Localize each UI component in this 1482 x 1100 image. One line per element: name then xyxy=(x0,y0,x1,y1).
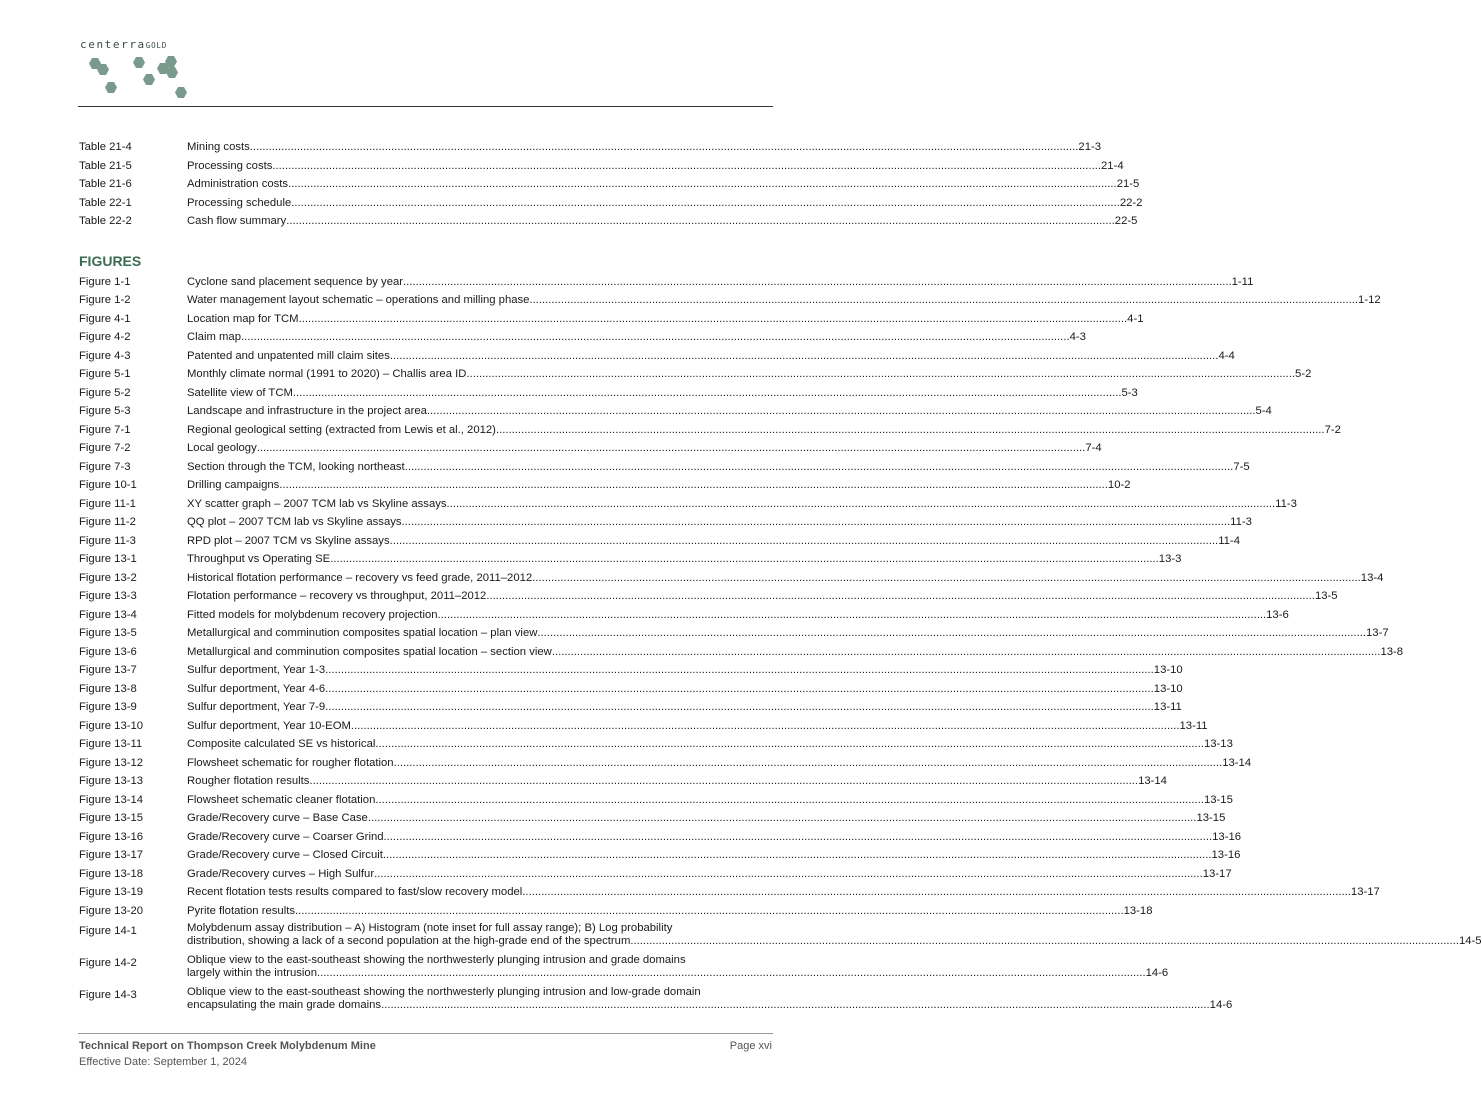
toc-entry-page: 14-6 xyxy=(1209,999,1233,1011)
toc-entry-number: Table 22-2 xyxy=(79,215,132,227)
toc-entry-number: Figure 13-10 xyxy=(79,719,144,732)
dot-leader xyxy=(325,661,1154,680)
toc-entry-number: Figure 13-1 xyxy=(79,553,137,565)
dot-leader xyxy=(309,772,1138,791)
toc-entry-number: Figure 13-11 xyxy=(79,738,143,750)
toc-entry-title: Local geology xyxy=(187,442,257,454)
toc-entry-page: 10-2 xyxy=(1107,479,1131,491)
toc-entry-title: Grade/Recovery curve – Closed Circuit xyxy=(187,849,383,861)
toc-entry-title: Monthly climate normal (1991 to 2020) – Challis area ID xyxy=(187,368,467,380)
toc-entry-title: Throughput vs Operating SE xyxy=(187,553,331,565)
toc-entry-page: 13-14 xyxy=(1222,756,1252,769)
dot-leader xyxy=(522,883,1351,902)
toc-entry-number: Figure 1-1 xyxy=(79,275,131,288)
toc-entry-page: 13-16 xyxy=(1211,849,1241,861)
toc-entry[interactable] xyxy=(79,347,1235,366)
toc-entry-title: Cyclone sand placement sequence by year xyxy=(187,275,404,288)
toc-entry-number: Figure 13-2 xyxy=(79,571,137,584)
toc-entry-page: 1-11 xyxy=(1231,275,1254,288)
dot-leader xyxy=(447,495,1276,514)
dot-leader xyxy=(295,902,1124,921)
toc-entry-number: Figure 13-4 xyxy=(79,608,137,621)
toc-entry[interactable] xyxy=(79,643,1404,662)
toc-entry-number: Figure 13-19 xyxy=(79,886,144,898)
toc-entry-title: Flowsheet schematic for rougher flotation xyxy=(187,756,394,769)
toc-entry-page: 13-4 xyxy=(1360,571,1384,584)
toc-entry-number: Figure 10-1 xyxy=(79,479,137,491)
toc-entry-title: Metallurgical and comminution composites spatial location – section view xyxy=(187,645,552,658)
toc-entry-page: 14-5 xyxy=(1458,935,1482,947)
toc-entry[interactable] xyxy=(79,532,1240,551)
toc-entry-title: Metallurgical and comminution composites spatial location – plan view xyxy=(187,627,538,639)
dot-leader xyxy=(394,754,1223,773)
toc-entry-title: Pyrite flotation results xyxy=(187,904,295,917)
toc-entry[interactable] xyxy=(79,680,1183,699)
toc-entry-page: 13-14 xyxy=(1138,775,1167,787)
dot-leader xyxy=(368,809,1197,828)
dot-leader xyxy=(403,273,1232,292)
toc-entry-page: 13-7 xyxy=(1366,627,1389,639)
toc-entry-title: Drilling campaigns xyxy=(187,479,280,491)
toc-entry-page: 13-6 xyxy=(1266,608,1289,621)
toc-entry-title: Oblique view to the east-southeast showing the northwesterly plunging intrusion and grade domains xyxy=(187,954,686,966)
toc-entry[interactable] xyxy=(79,138,1102,157)
toc-entry-page: 13-3 xyxy=(1158,553,1182,565)
toc-entry-page: 13-17 xyxy=(1202,867,1232,880)
figures-heading: FIGURES xyxy=(79,252,142,269)
toc-entry-number: Table 21-6 xyxy=(79,178,132,190)
dot-leader xyxy=(486,587,1315,606)
header-divider xyxy=(78,106,773,107)
toc-entry-number: Figure 13-5 xyxy=(79,627,137,639)
toc-entry-number: Figure 11-2 xyxy=(79,516,136,528)
dot-leader xyxy=(250,138,1079,157)
toc-entry[interactable] xyxy=(79,421,1341,440)
toc-entry-title: Fitted models for molybdenum recovery projection xyxy=(187,608,438,621)
toc-entry-title: Rougher flotation results xyxy=(187,775,310,787)
toc-entry-number: Figure 13-12 xyxy=(79,756,144,769)
toc-entry-title: Sulfur deportment, Year 7-9 xyxy=(187,701,326,713)
dot-leader xyxy=(552,643,1381,662)
toc-entry-title: Landscape and infrastructure in the project area xyxy=(187,405,427,417)
toc-entry-page: 4-3 xyxy=(1069,331,1086,343)
toc-entry-number: Figure 13-20 xyxy=(79,904,144,917)
company-logo xyxy=(80,38,210,102)
toc-entry-page: 14-6 xyxy=(1145,967,1169,979)
toc-entry-title: Grade/Recovery curve – Base Case xyxy=(187,812,368,824)
toc-entry-page: 13-11 xyxy=(1179,719,1208,732)
toc-entry-number: Table 21-5 xyxy=(79,159,132,172)
toc-entry[interactable] xyxy=(79,384,1138,403)
toc-entry[interactable] xyxy=(79,984,1233,1016)
dot-leader xyxy=(325,698,1154,717)
toc-entry-number: Figure 7-2 xyxy=(79,442,131,454)
toc-entry-number: Figure 7-1 xyxy=(79,423,131,436)
toc-entry-number: Figure 13-17 xyxy=(79,849,144,861)
dot-leader xyxy=(375,735,1204,754)
toc-entry-title-continued: encapsulating the main grade domains xyxy=(187,999,382,1011)
toc-entry[interactable] xyxy=(79,569,1384,588)
toc-entry-title: Sulfur deportment, Year 4-6 xyxy=(187,682,326,695)
toc-entry-title: Grade/Recovery curves – High Sulfur xyxy=(187,867,375,880)
toc-entry-page: 21-4 xyxy=(1101,159,1124,172)
toc-entry-title: Processing schedule xyxy=(187,196,292,209)
toc-entry-page: 13-5 xyxy=(1314,590,1338,602)
dot-leader xyxy=(286,212,1115,231)
dot-leader xyxy=(374,865,1203,884)
toc-entry-title: Historical flotation performance – recovery vs feed grade, 2011–2012 xyxy=(187,571,533,584)
toc-entry-page: 7-4 xyxy=(1085,442,1102,454)
toc-entry-number: Figure 5-3 xyxy=(79,405,131,417)
toc-entry-title: Mining costs xyxy=(187,141,250,153)
logo-wordmark: centerraGOLD xyxy=(80,38,168,51)
dot-leader xyxy=(402,513,1231,532)
toc-entry[interactable] xyxy=(79,883,1380,902)
toc-entry-page: 22-5 xyxy=(1114,215,1138,227)
toc-entry-title: Claim map xyxy=(187,331,241,343)
dot-leader xyxy=(299,310,1128,329)
toc-entry-number: Figure 5-2 xyxy=(79,386,131,399)
toc-entry-page: 13-15 xyxy=(1203,793,1233,806)
toc-entry[interactable] xyxy=(79,495,1297,514)
toc-entry[interactable] xyxy=(79,902,1153,921)
toc-entry[interactable] xyxy=(79,402,1272,421)
toc-entry-title-continued: distribution, showing a lack of a second population at the high-grade end of the spectrum xyxy=(187,935,631,947)
toc-entry-number: Figure 5-1 xyxy=(79,368,131,380)
toc-entry-page: 4-1 xyxy=(1127,312,1144,325)
toc-entry-number: Figure 1-2 xyxy=(79,294,131,306)
dot-leader xyxy=(381,999,1210,1012)
toc-entry[interactable] xyxy=(79,865,1232,884)
toc-entry[interactable] xyxy=(79,310,1144,329)
toc-entry[interactable] xyxy=(79,754,1252,773)
toc-entry-number: Figure 13-8 xyxy=(79,682,137,695)
toc-entry-title: Regional geological setting (extracted from Lewis et al., 2012) xyxy=(187,423,496,436)
toc-entry-number: Figure 4-2 xyxy=(79,331,131,343)
toc-entry-number: Figure 13-14 xyxy=(79,793,144,806)
footer-page-number: Page xvi xyxy=(729,1040,772,1052)
toc-entry-page: 13-8 xyxy=(1380,645,1404,658)
toc-entry[interactable] xyxy=(79,328,1086,347)
dot-leader xyxy=(537,624,1366,643)
toc-entry-title: Sulfur deportment, Year 1-3 xyxy=(187,664,326,676)
toc-entry[interactable] xyxy=(79,809,1226,828)
toc-entry[interactable] xyxy=(79,661,1183,680)
table-of-contents xyxy=(79,138,1482,1016)
toc-entry-page: 13-11 xyxy=(1153,701,1182,713)
dot-leader xyxy=(375,791,1204,810)
dot-leader xyxy=(466,365,1295,384)
toc-entry-number: Table 22-1 xyxy=(79,196,132,209)
dot-leader xyxy=(384,828,1213,847)
toc-entry[interactable] xyxy=(79,624,1389,643)
toc-entry-page: 5-3 xyxy=(1121,386,1138,399)
dot-leader xyxy=(390,347,1219,366)
toc-entry[interactable] xyxy=(79,291,1381,310)
toc-entry-title: Processing costs xyxy=(187,159,273,172)
toc-entry-page: 13-16 xyxy=(1212,830,1242,843)
toc-entry-title: Flotation performance – recovery vs throughput, 2011–2012 xyxy=(187,590,487,602)
dot-leader xyxy=(496,421,1325,440)
toc-entry[interactable] xyxy=(79,439,1102,458)
dot-leader xyxy=(390,532,1219,551)
toc-entry-number: Figure 13-9 xyxy=(79,701,137,713)
toc-entry[interactable] xyxy=(79,194,1143,213)
toc-entry[interactable] xyxy=(79,828,1242,847)
toc-entry-number: Figure 13-6 xyxy=(79,645,137,658)
toc-entry-title: QQ plot – 2007 TCM lab vs Skyline assays xyxy=(187,516,402,528)
toc-entry[interactable] xyxy=(79,606,1289,625)
footer-effective-date: Effective Date: September 1, 2024 xyxy=(79,1056,247,1068)
toc-entry[interactable] xyxy=(79,476,1131,495)
toc-entry-title: Flowsheet schematic cleaner flotation xyxy=(187,793,376,806)
dot-leader xyxy=(241,328,1070,347)
toc-entry[interactable] xyxy=(79,212,1138,231)
toc-entry[interactable] xyxy=(79,157,1124,176)
toc-entry-page: 13-17 xyxy=(1350,886,1380,898)
dot-leader xyxy=(529,291,1358,310)
dot-leader xyxy=(383,846,1212,865)
toc-entry-page: 11-3 xyxy=(1230,516,1252,528)
toc-entry-page: 13-10 xyxy=(1153,664,1183,676)
toc-entry[interactable] xyxy=(79,717,1208,736)
toc-entry-page: 21-5 xyxy=(1116,178,1140,190)
dot-leader xyxy=(427,402,1256,421)
toc-entry-number: Figure 14-3 xyxy=(79,989,137,1001)
toc-entry[interactable] xyxy=(79,698,1182,717)
dot-leader xyxy=(272,157,1101,176)
toc-entry-number: Figure 13-18 xyxy=(79,867,144,880)
toc-entry-number: Figure 13-3 xyxy=(79,590,137,602)
toc-entry-page: 1-12 xyxy=(1358,294,1381,306)
toc-entry-title: Satellite view of TCM xyxy=(187,386,293,399)
toc-entry[interactable] xyxy=(79,550,1182,569)
toc-entry-number: Figure 4-3 xyxy=(79,349,131,362)
toc-entry-page: 21-3 xyxy=(1078,141,1102,153)
toc-entry[interactable] xyxy=(79,791,1233,810)
toc-entry-number: Figure 13-15 xyxy=(79,812,144,824)
toc-entry-number: Figure 14-1 xyxy=(79,925,137,937)
toc-entry-number: Figure 13-13 xyxy=(79,775,144,787)
toc-entry-title: XY scatter graph – 2007 TCM lab vs Skyline assays xyxy=(187,497,447,510)
toc-entry-number: Figure 11-1 xyxy=(79,497,136,510)
toc-entry-title: Location map for TCM xyxy=(187,312,299,325)
toc-entry-title: Section through the TCM, looking northeast xyxy=(187,460,405,473)
toc-entry-number: Table 21-4 xyxy=(79,141,132,153)
toc-entry-page: 11-3 xyxy=(1275,497,1297,510)
dot-leader xyxy=(293,384,1122,403)
dot-leader xyxy=(438,606,1267,625)
toc-entry-title: Grade/Recovery curve – Coarser Grind xyxy=(187,830,384,843)
toc-entry[interactable] xyxy=(79,513,1252,532)
toc-entry-number: Figure 11-3 xyxy=(79,534,136,547)
dot-leader xyxy=(291,194,1120,213)
hexagon-logo-icon xyxy=(80,52,200,102)
toc-entry[interactable] xyxy=(79,175,1140,194)
tables-list xyxy=(79,138,1143,231)
toc-entry-page: 5-2 xyxy=(1295,368,1312,380)
toc-entry-title-continued: largely within the intrusion xyxy=(187,967,317,979)
toc-entry-title: Administration costs xyxy=(187,178,289,190)
toc-entry[interactable] xyxy=(79,365,1312,384)
toc-entry-page: 13-18 xyxy=(1123,904,1153,917)
toc-entry[interactable] xyxy=(79,735,1233,754)
toc-entry-title: Oblique view to the east-southeast showing the northwesterly plunging intrusion and low-grade domain xyxy=(187,986,701,998)
toc-entry-number: Figure 14-2 xyxy=(79,957,137,969)
dot-leader xyxy=(630,935,1459,948)
toc-entry-title: RPD plot – 2007 TCM vs Skyline assays xyxy=(187,534,390,547)
dot-leader xyxy=(405,458,1234,477)
toc-entry-page: 5-4 xyxy=(1255,405,1272,417)
dot-leader xyxy=(279,476,1108,495)
dot-leader xyxy=(325,680,1154,699)
toc-entry[interactable] xyxy=(79,772,1167,791)
toc-entry[interactable] xyxy=(79,458,1250,477)
toc-entry[interactable] xyxy=(79,587,1338,606)
dot-leader xyxy=(317,967,1146,980)
figures-multi-list xyxy=(79,920,1482,1016)
footer-report-title: Technical Report on Thompson Creek Molybdenum Mine xyxy=(79,1040,376,1052)
toc-entry[interactable] xyxy=(79,846,1241,865)
dot-leader xyxy=(330,550,1159,569)
toc-entry[interactable] xyxy=(79,920,1482,952)
dot-leader xyxy=(351,717,1180,736)
toc-entry-page: 7-2 xyxy=(1324,423,1341,436)
toc-entry[interactable] xyxy=(79,273,1254,292)
toc-entry[interactable] xyxy=(79,952,1169,984)
toc-entry-page: 13-15 xyxy=(1196,812,1226,824)
toc-entry-title: Patented and unpatented mill claim sites xyxy=(187,349,390,362)
toc-entry-title: Sulfur deportment, Year 10-EOM xyxy=(187,719,351,732)
toc-entry-page: 22-2 xyxy=(1119,196,1143,209)
toc-entry-title: Recent flotation tests results compared to fast/slow recovery model xyxy=(187,886,523,898)
toc-entry-title: Water management layout schematic – operations and milling phase xyxy=(187,294,530,306)
toc-entry-title: Molybdenum assay distribution – A) Histogram (note inset for full assay range); B) Log probability xyxy=(187,922,673,934)
toc-entry-number: Figure 4-1 xyxy=(79,312,131,325)
toc-entry-number: Figure 7-3 xyxy=(79,460,131,473)
toc-entry-title: Cash flow summary xyxy=(187,215,287,227)
toc-entry-number: Figure 13-16 xyxy=(79,830,144,843)
toc-entry-page: 13-13 xyxy=(1203,738,1233,750)
toc-entry-page: 7-5 xyxy=(1233,460,1250,473)
dot-leader xyxy=(257,439,1086,458)
toc-entry-title: Composite calculated SE vs historical xyxy=(187,738,376,750)
toc-entry-page: 4-4 xyxy=(1218,349,1235,362)
toc-entry-page: 13-10 xyxy=(1153,682,1183,695)
figures-list xyxy=(79,273,1404,921)
dot-leader xyxy=(532,569,1361,588)
toc-entry-page: 11-4 xyxy=(1218,534,1240,547)
footer-divider xyxy=(78,1033,773,1034)
dot-leader xyxy=(288,175,1117,194)
toc-entry-number: Figure 13-7 xyxy=(79,664,137,676)
